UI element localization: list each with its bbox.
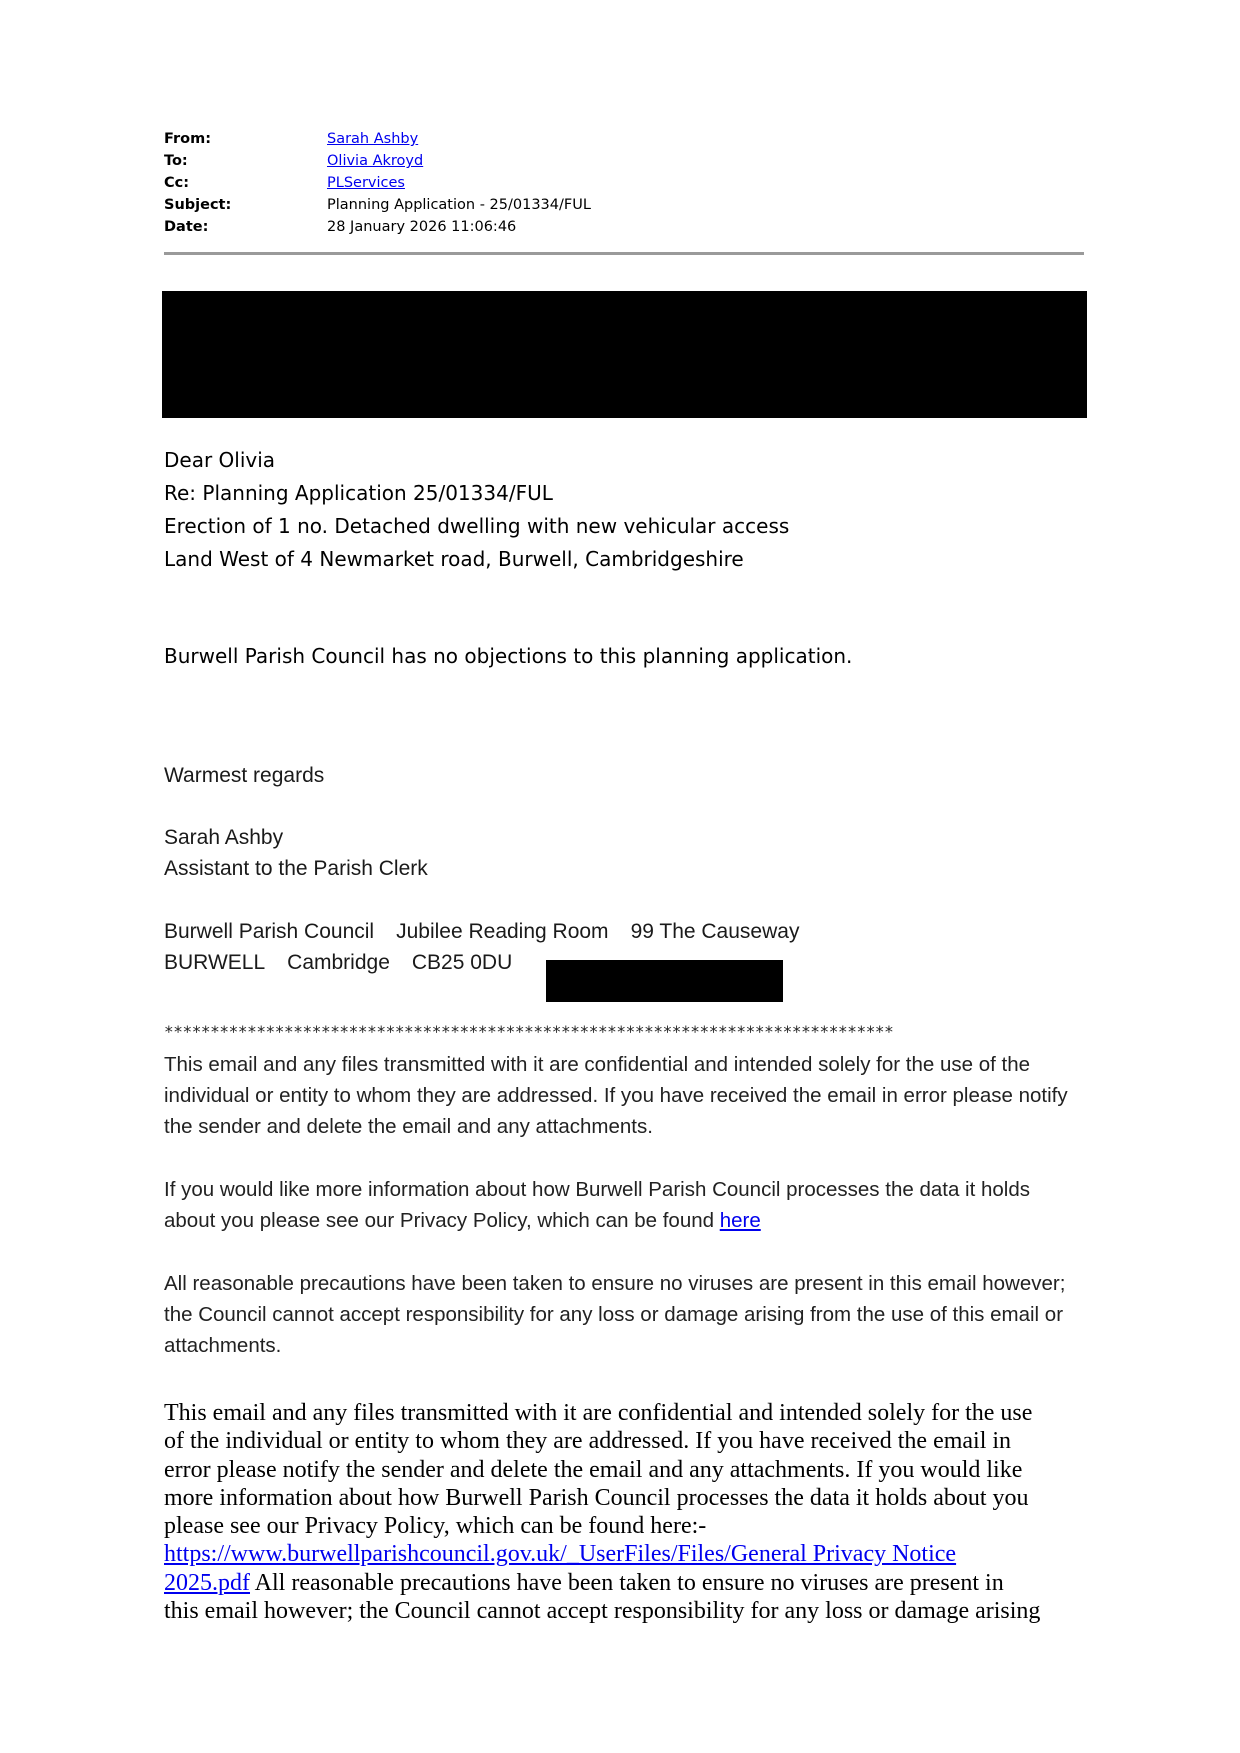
address-line-2 xyxy=(164,951,534,975)
address-city: Cambridge xyxy=(287,951,390,974)
footer-line-rest: All reasonable precautions have been taken to ensure no viruses are present in xyxy=(250,1569,1004,1596)
address-street: 99 The Causeway xyxy=(630,920,800,943)
footer-line: more information about how Burwell Parish Council processes the data it holds about you xyxy=(164,1484,1029,1511)
from-label: From: xyxy=(164,131,211,147)
separator-line: ******************************************************************************* xyxy=(164,1022,894,1041)
address-line-1 xyxy=(164,920,821,944)
to-link[interactable]: Olivia Akroyd xyxy=(327,153,424,169)
disclaimer-privacy xyxy=(164,1174,1084,1236)
header-subject-row xyxy=(164,194,1084,216)
privacy-policy-link[interactable]: here xyxy=(719,1209,761,1232)
footer-line: this email however; the Council cannot accept responsibility for any loss or damage arising xyxy=(164,1598,1041,1625)
redacted-block xyxy=(162,291,1087,418)
footer-line: error please notify the sender and delete the email and any attachments. If you would like xyxy=(164,1456,1023,1483)
footer-link-line-2 xyxy=(164,1569,1094,1597)
footer-link-line xyxy=(164,1540,1094,1568)
privacy-notice-link-end[interactable]: 2025.pdf xyxy=(164,1569,250,1596)
address-town: BURWELL xyxy=(164,951,266,974)
subject-label: Subject: xyxy=(164,197,232,213)
subject-value: Planning Application - 25/01334/FUL xyxy=(327,197,591,213)
closing: Warmest regards xyxy=(164,764,325,787)
footer-line: please see our Privacy Policy, which can be found here:- xyxy=(164,1513,707,1540)
signature-role: Assistant to the Parish Clerk xyxy=(164,857,428,880)
footer-line: This email and any files transmitted with it are confidential and intended solely for the use xyxy=(164,1400,1033,1426)
greeting: Dear Olivia xyxy=(164,448,276,472)
letter-body xyxy=(164,444,1084,576)
header-to-row xyxy=(164,150,1084,172)
application-location: Land West of 4 Newmarket road, Burwell, Cambridgeshire xyxy=(164,547,744,571)
council-statement: Burwell Parish Council has no objections to this planning application. xyxy=(164,644,853,668)
footer-line: of the individual or entity to whom they are addressed. If you have received the email in xyxy=(164,1428,1012,1455)
address-building: Jubilee Reading Room xyxy=(396,920,609,943)
address-org: Burwell Parish Council xyxy=(164,920,375,943)
header-divider xyxy=(164,252,1084,255)
date-value: 28 January 2026 11:06:46 xyxy=(327,219,517,235)
application-description: Erection of 1 no. Detached dwelling with new vehicular access xyxy=(164,514,790,538)
re-line: Re: Planning Application 25/01334/FUL xyxy=(164,481,553,505)
to-label: To: xyxy=(164,153,188,169)
email-header xyxy=(164,128,1084,238)
address-postcode: CB25 0DU xyxy=(411,951,513,974)
disclaimer-viruses: All reasonable precautions have been taken to ensure no viruses are present in this email however; the Council cannot accept responsibility for any loss or damage arising from the use of this email or attachments. xyxy=(164,1272,1066,1357)
disclaimer-confidential: This email and any files transmitted with it are confidential and intended solely for the use of the individual or entity to whom they are addressed. If you have received the email in error please notify the sender and delete the email and any attachments. xyxy=(164,1053,1068,1138)
redacted-contact xyxy=(546,960,783,1002)
date-label: Date: xyxy=(164,219,209,235)
header-from-row xyxy=(164,128,1084,150)
header-date-row xyxy=(164,216,1084,238)
from-link[interactable]: Sarah Ashby xyxy=(327,131,419,147)
privacy-notice-link[interactable]: https://www.burwellparishcouncil.gov.uk/_UserFiles/Files/General Privacy Notice xyxy=(164,1541,957,1568)
cc-label: Cc: xyxy=(164,175,190,191)
header-cc-row xyxy=(164,172,1084,194)
footer-disclaimer xyxy=(164,1399,1094,1625)
cc-link[interactable]: PLServices xyxy=(327,175,405,191)
signature-name: Sarah Ashby xyxy=(164,826,284,849)
privacy-text: If you would like more information about how Burwell Parish Council processes the data it holds about you please see our Privacy Policy, which can be found xyxy=(164,1178,1030,1232)
